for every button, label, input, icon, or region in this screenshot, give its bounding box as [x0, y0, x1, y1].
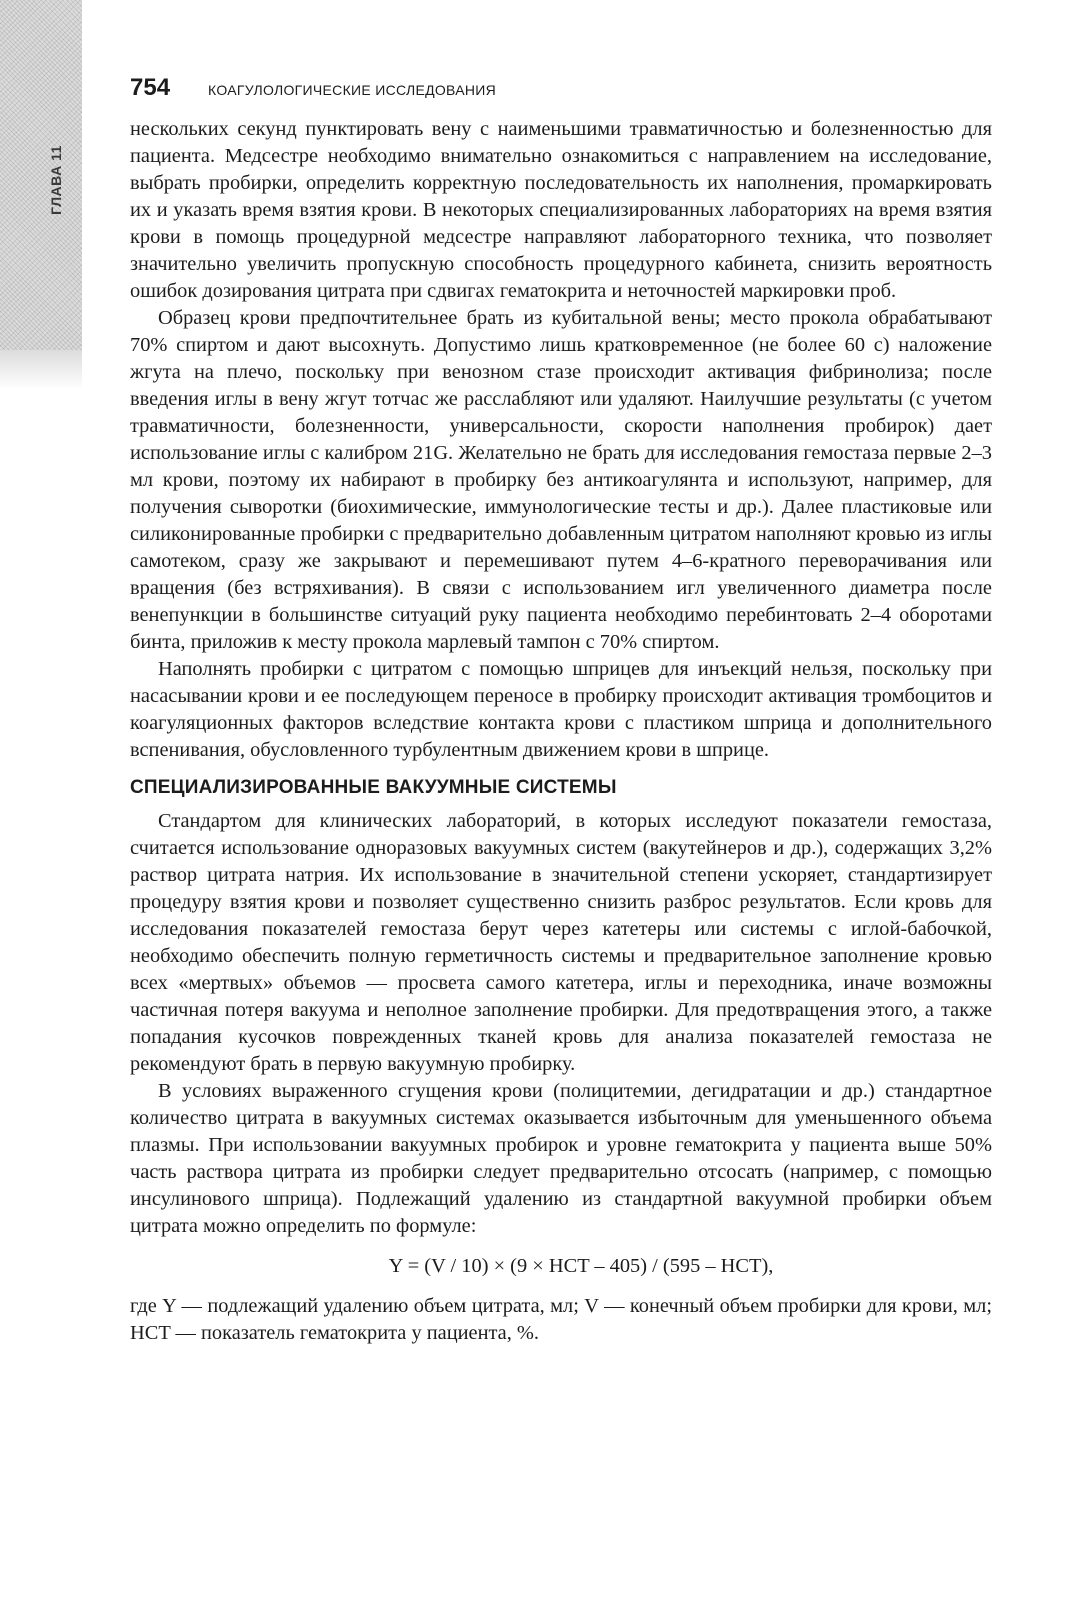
page-number: 754: [130, 74, 171, 101]
paragraph-blood-sampling: Образец крови предпочтительнее брать из кубитальной вены; место прокола обрабатывают 70% спиртом и дают высохнуть. Допустимо лишь кратковременное (не более 60 с) наложение жгута на плечо, поскольку при венозном стазе происходит активация фибринолиза; после введения иглы в вену жгут тотчас же расслабляют или удаляют. Наилучшие результаты (с учетом травматичности, болезненности, универсальности, скорости наполнения пробирок) дает использование иглы с калибром 21G. Желательно не брать для исследования гемостаза первые 2–3 мл крови, поэтому их набирают в пробирку без антикоагулянта и используют, например, для получения сыворотки (биохимические, иммунологические тесты и др.). Далее пластиковые или силиконированные пробирки с предварительно добавленным цитратом наполняют кровью из иглы самотеком, сразу же закрывают и перемешивают путем 4–6-кратного переворачивания или вращения (без встряхивания). В связи с использованием игл увеличенного диаметра после венепункции в большинстве ситуаций руку пациента необходимо перебинтовать 2–4 оборотами бинта, приложив к месту прокола марлевый тампон с 70% спиртом.: [130, 307, 992, 653]
paragraph-continued: нескольких секунд пунктировать вену с наименьшими травматичностью и болезненностью для пациента. Медсестре необходимо внимательно ознакомиться с направлением на исследование, выбрать пробирки, определить корректную последовательность их наполнения, промаркировать их и указать время взятия крови. В некоторых специализированных лабораториях на время взятия крови в помощь процедурной медсестре направляют лабораторного техника, что позволяет значительно увеличить пропускную способность процедурного кабинета, снизить вероятность ошибок дозирования цитрата при сдвигах гематокрита и неточностей маркировки проб.: [130, 118, 992, 302]
citrate-formula: Y = (V / 10) × (9 × HCT – 405) / (595 – HCT),: [388, 1255, 774, 1277]
section-heading: СПЕЦИАЛИЗИРОВАННЫЕ ВАКУУМНЫЕ СИСТЕМЫ: [130, 777, 617, 798]
chapter-side-strip-fade: [0, 350, 82, 390]
running-head-title: КОАГУЛОЛОГИЧЕСКИЕ ИССЛЕДОВАНИЯ: [208, 82, 497, 98]
paragraph-hematocrit-correction: В условиях выраженного сгущения крови (полицитемии, дегидратации и др.) стандартное количество цитрата в вакуумных системах оказывается избыточным для уменьшенного объема плазмы. При использовании вакуумных пробирок и уровне гематокрита у пациента выше 50% часть раствора цитрата из пробирки следует предварительно отсосать (например, с помощью инсулинового шприца). Подлежащий удалению из стандартной вакуумной пробирки объем цитрата можно определить по формуле:: [130, 1080, 992, 1237]
running-head: [130, 74, 992, 110]
paragraph-vacuum-standard: Стандартом для клинических лабораторий, в которых исследуют показатели гемостаза, считается использование одноразовых вакуумных систем (вакутейнеров и др.), содержащих 3,2% раствор цитрата натрия. Их использование в значительной степени ускоряет, стандартизирует процедуру взятия крови и позволяет существенно снизить разброс результатов. Если кровь для исследования показателей гемостаза берут через катетеры или системы с иглой-бабочкой, необходимо обеспечить полную герметичность системы и предварительное заполнение кровью всех «мертвых» объемов — просвета самого катетера, иглы и переходника, иначе возможны частичная потеря вакуума и неполное заполнение пробирки. Для предотвращения этого, а также попадания кусочков поврежденных тканей кровь для анализа показателей гемостаза не рекомендуют брать в первую вакуумную пробирку.: [130, 810, 992, 1075]
formula-explanation: где Y — подлежащий удалению объем цитрата, мл; V — конечный объем пробирки для крови, мл; HCT — показатель гематокрита у пациента, %.: [130, 1295, 992, 1344]
chapter-tab-label: ГЛАВА 11: [48, 145, 65, 215]
paragraph-syringe-warning: Наполнять пробирки с цитратом с помощью шприцев для инъекций нельзя, поскольку при насасывании крови и ее последующем переносе в пробирку происходит активация тромбоцитов и коагуляционных факторов вследствие контакта крови с пластиком шприца и дополнительного вспенивания, обусловленного турбулентным движением крови в шприце.: [130, 658, 992, 761]
page-body: [130, 116, 992, 1347]
chapter-tab: [36, 110, 76, 250]
